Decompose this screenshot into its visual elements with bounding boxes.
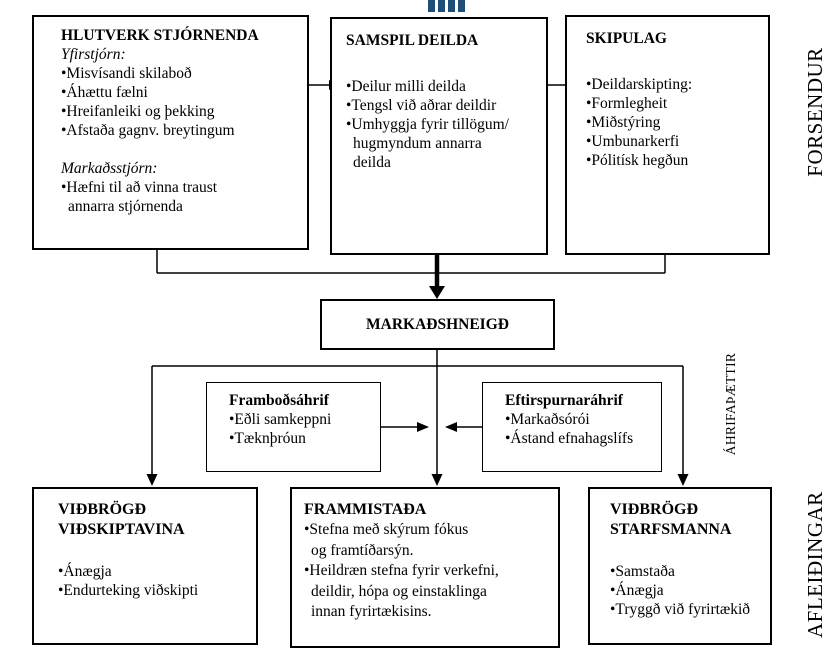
- list-item: •Misvísandi skilaboð: [61, 65, 192, 82]
- list-item: •Hreifanleiki og þekking: [61, 103, 215, 120]
- list-item: •Umhyggja fyrir tillögum/: [346, 116, 509, 133]
- list-item-continuation: annarra stjórnenda: [68, 198, 183, 215]
- box-title: SAMSPIL DEILDA: [346, 32, 479, 49]
- arrowhead-down-icon: [147, 474, 158, 486]
- arrowhead-down-icon: [678, 474, 689, 486]
- box-vidbrogd-starfsmanna: [588, 487, 772, 645]
- list-item: •Ánægja: [58, 563, 112, 580]
- box-eftirspurnarahrif: [482, 382, 662, 472]
- list-item: •Tæknþróun: [229, 430, 306, 447]
- box-title: HLUTVERK STJÓRNENDA: [61, 27, 259, 44]
- list-item: •Afstaða gagnv. breytingum: [61, 122, 235, 139]
- list-item: •Deilur milli deilda: [346, 78, 466, 95]
- list-item: •Heildræn stefna fyrir verkefni,: [304, 562, 499, 579]
- arrowhead-left-icon: [445, 422, 457, 432]
- group-label-yfirstjorn: Yfirstjórn:: [61, 46, 126, 63]
- list-item: •Miðstýring: [586, 114, 661, 131]
- box-title: MARKAÐSHNEIGÐ: [366, 315, 509, 333]
- list-item: •Ástand efnahagslífs: [505, 430, 634, 447]
- side-label-ahrifathaettir: ÁHRIFAÞÆTTIR: [723, 352, 738, 456]
- box-vidbrogd-vidskiptavina: [32, 487, 258, 645]
- box-title: SKIPULAG: [586, 30, 667, 47]
- list-item: •Eðli samkeppni: [229, 411, 332, 428]
- list-item: •Samstaða: [610, 563, 675, 580]
- list-item: •Endurteking viðskipti: [58, 582, 199, 599]
- list-item: •Formlegheit: [586, 95, 668, 112]
- list-item-continuation: innan fyrirtækisins.: [311, 603, 432, 620]
- box-title-line1: VIÐBRÖGÐ: [58, 501, 147, 518]
- side-label-forsendur: FORSENDUR: [803, 47, 827, 177]
- box-frammistada: [290, 487, 560, 648]
- box-title-line2: VIÐSKIPTAVINA: [58, 521, 185, 538]
- list-item: •Ánægja: [610, 582, 664, 599]
- box-title-line1: VIÐBRÖGÐ: [610, 501, 699, 518]
- box-title: FRAMMISTAÐA: [304, 501, 427, 518]
- arrowhead-down-bold-icon: [429, 286, 445, 299]
- list-item: •Tengsl við aðrar deildir: [346, 97, 497, 114]
- list-item-continuation: hugmyndum annarra: [353, 135, 482, 152]
- box-title: Framboðsáhrif: [229, 392, 329, 409]
- list-item: •Pólitísk hegðun: [586, 152, 689, 169]
- list-item: •Áhættu fælni: [61, 84, 148, 101]
- box-markadshneigd: [320, 299, 555, 350]
- box-samspil-deilda: [330, 17, 548, 255]
- list-item-continuation: og framtíðarsýn.: [311, 541, 414, 559]
- arrowhead-down-icon: [432, 474, 443, 486]
- list-item: •Umbunarkerfi: [586, 133, 680, 150]
- box-title-line2: STARFSMANNA: [610, 521, 732, 538]
- box-skipulag: [565, 15, 770, 255]
- side-label-afleidingar: AFLEIÐINGAR: [803, 491, 827, 638]
- list-item: •Tryggð við fyrirtækið: [610, 601, 751, 618]
- box-frambodsahrif: [206, 382, 381, 472]
- list-item-continuation: deilda: [353, 154, 391, 171]
- list-item: •Hæfni til að vinna traust: [61, 179, 218, 196]
- list-item: •Stefna með skýrum fókus: [304, 521, 469, 538]
- box-hlutverk-stjornenda: [32, 15, 309, 250]
- list-item: •Markaðsórói: [505, 411, 590, 428]
- arrowhead-right-icon: [417, 422, 429, 432]
- list-item-continuation: deildir, hópa og einstaklinga: [311, 582, 487, 600]
- group-label-markadsstjorn: Markaðsstjórn:: [61, 160, 158, 177]
- list-item: •Deildarskipting:: [586, 76, 693, 93]
- box-title: Eftirspurnaráhrif: [505, 392, 623, 409]
